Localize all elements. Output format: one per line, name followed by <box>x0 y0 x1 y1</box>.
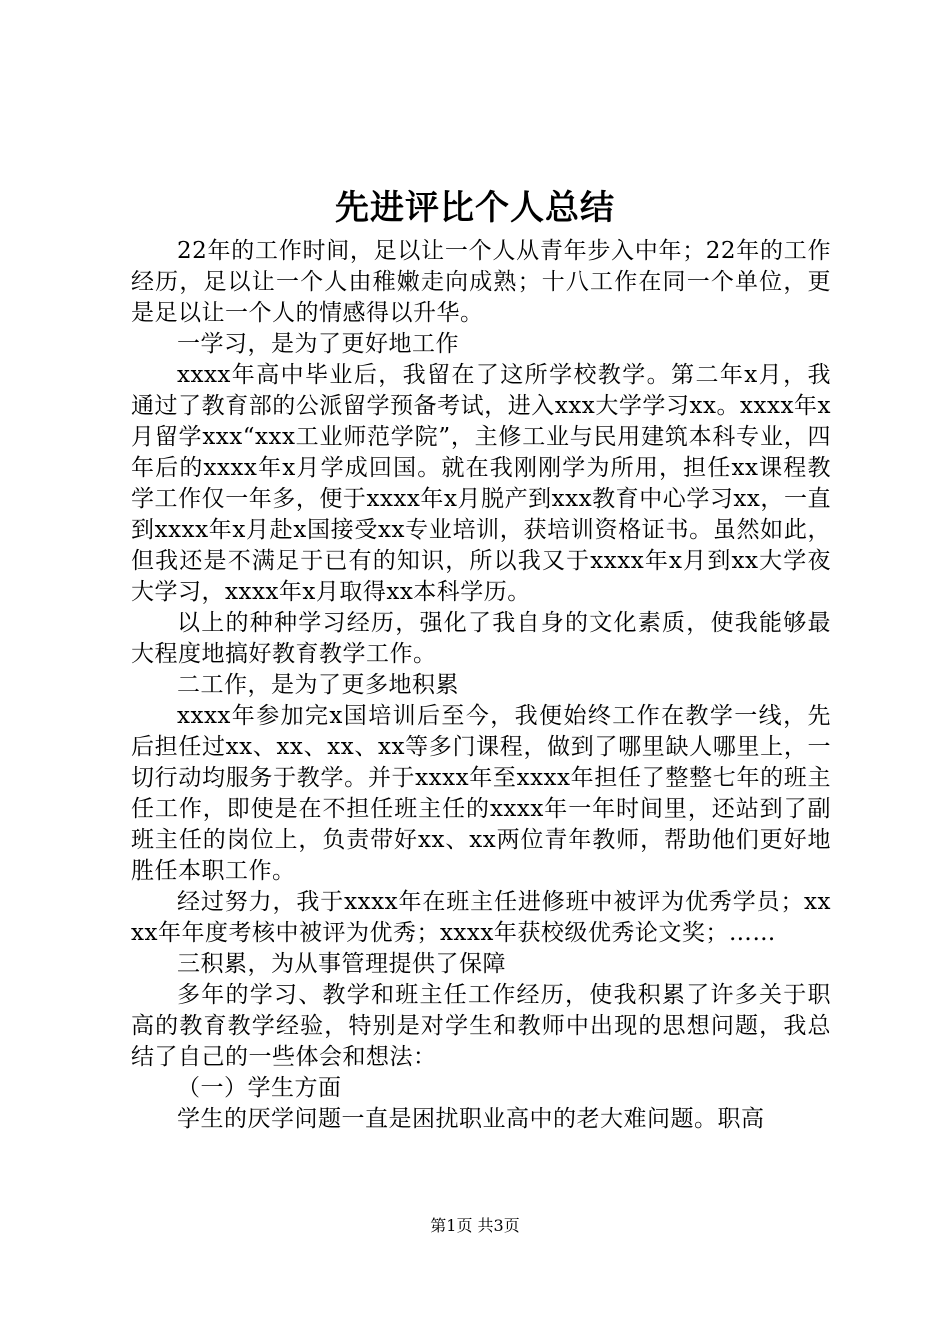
body-paragraph: xxxx年高中毕业后，我留在了这所学校教学。第二年x月，我通过了教育部的公派留学预备考试，进入xxx大学学习xx。xxxx年x月留学xxx“xxx工业师范学院”，主修工业与民用建筑本科专业，四年后的xxxx年x月学成回国。就在我刚刚学为所用，担任xx课程教学工作仅一年多，便于xxxx年x月脱产到xxx教育中心学习xx，一直到xxxx年x月赴x国接受xx专业培训，获培训资格证书。虽然如此，但我还是不满足于已有的知识，所以我又于xxxx年x月到xx大学夜大学习，xxxx年x月取得xx本科学历。 <box>131 362 831 605</box>
subsection-heading: （一）学生方面 <box>177 1075 342 1101</box>
section-heading: 三积累，为从事管理提供了保障 <box>177 951 506 977</box>
document-body <box>131 236 831 1135</box>
page-footer: 第1页 共3页 <box>430 1216 520 1235</box>
body-paragraph: 22年的工作时间，足以让一个人从青年步入中年；22年的工作经历，足以让一个人由稚嫩走向成熟；十八工作在同一个单位，更是足以让一个人的情感得以升华。 <box>131 238 831 326</box>
body-paragraph: 学生的厌学问题一直是困扰职业高中的老大难问题。职高 <box>177 1106 765 1132</box>
body-paragraph: 经过努力，我于xxxx年在班主任进修班中被评为优秀学员；xxxx年年度考核中被评为优秀；xxxx年获校级优秀论文奖；…… <box>131 889 831 946</box>
body-paragraph: 以上的种种学习经历，强化了我自身的文化素质，使我能够最大程度地搞好教育教学工作。 <box>131 610 831 667</box>
document-title: 先进评比个人总结 <box>335 188 615 228</box>
section-heading: 二工作，是为了更多地积累 <box>177 672 459 698</box>
body-paragraph: 多年的学习、教学和班主任工作经历，使我积累了许多关于职高的教育教学经验，特别是对学生和教师中出现的思想问题，我总结了自己的一些体会和想法： <box>131 982 831 1070</box>
section-heading: 一学习，是为了更好地工作 <box>177 331 459 357</box>
body-paragraph: xxxx年参加完x国培训后至今，我便始终工作在教学一线，先后担任过xx、xx、xx、xx等多门课程，做到了哪里缺人哪里上，一切行动均服务于教学。并于xxxx年至xxxx年担任了整整七年的班主任工作，即使是在不担任班主任的xxxx年一年时间里，还站到了副班主任的岗位上，负责带好xx、xx两位青年教师，帮助他们更好地胜任本职工作。 <box>131 703 831 884</box>
